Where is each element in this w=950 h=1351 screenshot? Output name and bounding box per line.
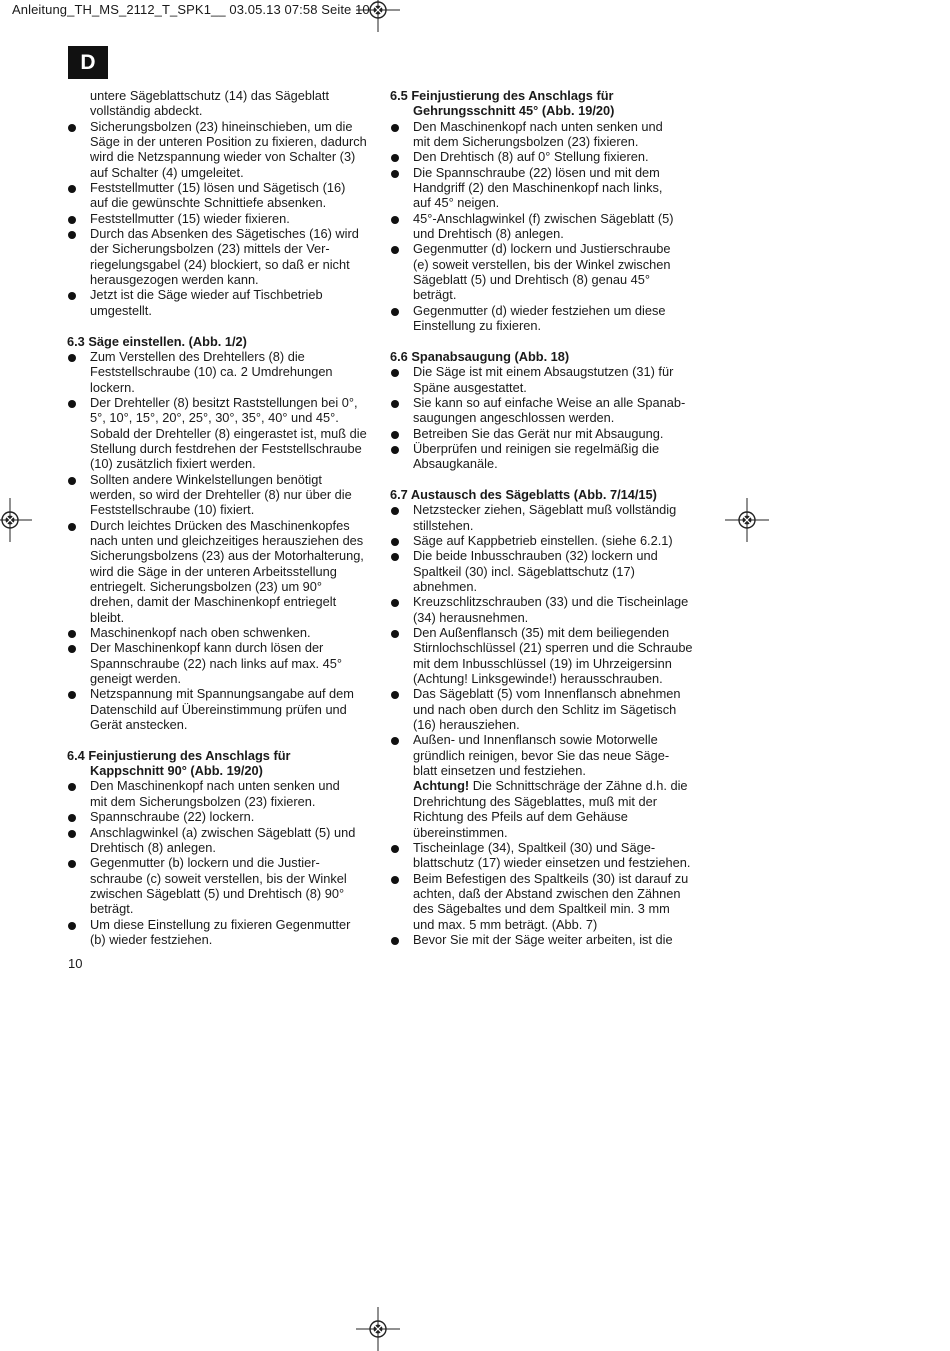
bullet-list: [390, 119, 710, 334]
bullet-dot-icon: [391, 154, 399, 162]
list-item: [67, 625, 382, 640]
bullet-dot-icon: [68, 691, 76, 699]
bullet-dot-icon: [68, 216, 76, 224]
list-item: [67, 472, 382, 518]
text-line: Gegenmutter (d) lockern und Justierschraube: [413, 241, 671, 257]
list-item: [390, 548, 710, 594]
text-line: bleibt.: [90, 609, 125, 625]
bullet-dot-icon: [391, 538, 399, 546]
heading-line: 6.5 Feinjustierung des Anschlags für: [390, 88, 614, 103]
text-line: blatt einsetzen und festziehen.: [413, 763, 586, 779]
list-item: [390, 441, 710, 472]
bullet-list: [390, 364, 710, 471]
text-line: Kreuzschlitzschrauben (33) und die Tischeinlage: [413, 594, 689, 610]
bullet-dot-icon: [391, 308, 399, 316]
list-item: [67, 180, 382, 211]
bullet-dot-icon: [68, 477, 76, 485]
section-heading: [67, 748, 382, 779]
text-line: riegelungsgabel (24) blockiert, so daß er nicht: [90, 256, 350, 272]
text-line: Der Maschinenkopf kann durch lösen der: [90, 640, 324, 656]
list-item: [390, 502, 710, 533]
bullet-dot-icon: [391, 216, 399, 224]
bullet-dot-icon: [391, 124, 399, 132]
right-column: [390, 88, 710, 947]
registration-mark-icon: [0, 498, 32, 542]
text-line: Maschinenkopf nach oben schwenken.: [90, 625, 311, 641]
text-line: auf 45° neigen.: [413, 195, 500, 211]
bullet-dot-icon: [68, 354, 76, 362]
bullet-dot-icon: [391, 630, 399, 638]
registration-mark-icon: [356, 0, 400, 32]
text-line: Richtung des Pfeils auf dem Gehäuse: [413, 809, 628, 825]
bullet-dot-icon: [391, 553, 399, 561]
bullet-list: [67, 778, 382, 947]
text-line: Gerät anstecken.: [90, 717, 188, 733]
text-line: entriegelt. Sicherungsbolzen (23) um 90°: [90, 579, 323, 594]
warning-text: Die Schnittschräge der Zähne d.h. die: [469, 778, 688, 794]
text-line: abnehmen.: [413, 579, 478, 594]
text-line: untere Sägeblattschutz (14) das Sägeblatt: [90, 88, 330, 103]
registration-mark-icon: [356, 1307, 400, 1351]
registration-mark-icon: [725, 498, 769, 542]
section-heading: [67, 334, 382, 349]
text-line: 45°-Anschlagwinkel (f) zwischen Sägeblatt (5): [413, 210, 674, 226]
text-line: Den Maschinenkopf nach unten senken und: [90, 778, 340, 794]
bullet-list: [67, 119, 382, 318]
text-line: wird die Säge in der unteren Arbeitsstellung: [90, 563, 337, 579]
section-heading: [390, 487, 710, 502]
text-line: Gegenmutter (d) wieder festziehen um diese: [413, 302, 666, 318]
text-line: Um diese Einstellung zu fixieren Gegenmutter: [90, 916, 351, 932]
bullet-dot-icon: [68, 783, 76, 791]
text-line: auf die gewünschte Schnittiefe absenken.: [90, 195, 327, 211]
heading-line: 6.7 Austausch des Sägeblatts (Abb. 7/14/15): [390, 486, 657, 502]
bullet-dot-icon: [68, 860, 76, 868]
warning-label: Achtung!: [413, 778, 470, 794]
text-line: Spannschraube (22) lockern.: [90, 809, 255, 825]
text-line: achten, daß der Abstand zwischen den Zähnen: [413, 885, 681, 901]
list-item: [67, 640, 382, 686]
bullet-dot-icon: [68, 292, 76, 300]
text-line: Säge in der unteren Position zu fixieren, dadurch: [90, 134, 367, 150]
text-line: Sägeblatt (5) und Drehtisch (8) genau 45°: [413, 272, 651, 288]
bullet-dot-icon: [391, 507, 399, 515]
page-number: 10: [68, 956, 83, 971]
list-item: [67, 226, 382, 287]
text-line: der Sicherungsbolzen (23) mittels der Ver-: [90, 241, 330, 257]
continuation-text: [90, 88, 382, 119]
text-line: Sobald der Drehteller (8) eingerastet ist, muß die: [90, 425, 367, 441]
text-line: Gegenmutter (b) lockern und die Justier-: [90, 855, 320, 871]
text-line: Sicherungsbolzen (23) hineinschieben, um die: [90, 118, 353, 134]
heading-line: 6.6 Spanabsaugung (Abb. 18): [390, 348, 570, 364]
list-item: [390, 149, 710, 164]
text-line: Säge auf Kappbetrieb einstellen. (siehe 6.2.1): [413, 532, 673, 548]
bullet-list: [390, 840, 710, 947]
text-line: Stirnlochschlüssel (21) sperren und die Schraube: [413, 640, 693, 656]
list-item: [390, 533, 710, 548]
left-column: [67, 88, 382, 947]
text-line: Drehrichtung des Sägeblattes, muß mit der: [413, 793, 657, 809]
heading-line: 6.4 Feinjustierung des Anschlags für: [67, 747, 291, 763]
text-line: gründlich reinigen, bevor Sie das neue Säge-: [413, 747, 670, 763]
text-line: Späne ausgestattet.: [413, 379, 527, 395]
list-item: [390, 119, 710, 150]
text-line: und nach oben durch den Schlitz im Sägetisch: [413, 701, 677, 717]
text-line: Jetzt ist die Säge wieder auf Tischbetrieb: [90, 287, 323, 303]
list-item: [390, 211, 710, 242]
bullet-dot-icon: [391, 446, 399, 454]
list-item: [390, 732, 710, 778]
text-line: Der Drehteller (8) besitzt Raststellungen bei 0°,: [90, 394, 358, 410]
text-line: Feststellschraube (10) fixiert.: [90, 502, 255, 518]
text-line: mit dem Sicherungsbolzen (23) fixieren.: [90, 793, 316, 809]
text-line: übereinstimmen.: [413, 824, 508, 840]
text-line: schraube (c) soweit verstellen, bis der Winkel: [90, 870, 347, 886]
print-slug: Anleitung_TH_MS_2112_T_SPK1__ 03.05.13 07:58 Seite 10: [12, 2, 370, 17]
heading-line: Gehrungsschnitt 45° (Abb. 19/20): [413, 103, 615, 119]
bullet-dot-icon: [68, 630, 76, 638]
list-item: [390, 165, 710, 211]
list-item: [390, 594, 710, 625]
list-item: [390, 686, 710, 732]
text-line: Stellung durch festdrehen der Feststellschraube: [90, 440, 362, 456]
bullet-dot-icon: [391, 599, 399, 607]
text-line: Bevor Sie mit der Säge weiter arbeiten, ist die: [413, 931, 673, 947]
language-badge: D: [68, 46, 108, 79]
text-line: Überprüfen und reinigen sie regelmäßig die: [413, 440, 660, 456]
list-item: [67, 809, 382, 824]
text-line: Sollten andere Winkelstellungen benötigt: [90, 471, 322, 487]
bullet-dot-icon: [391, 937, 399, 945]
text-line: (16) herausziehen.: [413, 717, 520, 733]
bullet-dot-icon: [68, 231, 76, 239]
bullet-dot-icon: [391, 691, 399, 699]
bullet-dot-icon: [68, 922, 76, 930]
text-line: Den Maschinenkopf nach unten senken und: [413, 118, 663, 134]
text-line: zwischen Sägeblatt (5) und Drehtisch (8) 90°: [90, 885, 345, 901]
text-line: Betreiben Sie das Gerät nur mit Absaugung.: [413, 425, 664, 441]
text-line: Außen- und Innenflansch sowie Motorwelle: [413, 732, 658, 748]
text-line: Netzstecker ziehen, Sägeblatt muß vollständig: [413, 502, 677, 518]
text-line: Das Sägeblatt (5) vom Innenflansch abnehmen: [413, 686, 681, 702]
text-line: Einstellung zu fixieren.: [413, 318, 542, 334]
list-item: [390, 241, 710, 302]
heading-line: Kappschnitt 90° (Abb. 19/20): [90, 763, 263, 779]
text-line: Tischeinlage (34), Spaltkeil (30) und Säge-: [413, 839, 656, 855]
text-line: Absaugkanäle.: [413, 456, 498, 472]
text-line: Die beide Inbusschrauben (32) lockern und: [413, 548, 658, 564]
text-line: Sie kann so auf einfache Weise an alle Spanab-: [413, 394, 686, 410]
text-line: Drehtisch (8) anlegen.: [90, 839, 216, 855]
bullet-dot-icon: [391, 431, 399, 439]
list-item: [390, 840, 710, 871]
bullet-dot-icon: [68, 645, 76, 653]
text-line: (10) zusätzlich fixiert werden.: [90, 456, 256, 472]
text-line: vollständig abdeckt.: [90, 103, 203, 119]
list-item: [67, 349, 382, 395]
text-line: (Achtung! Linksgewinde!) herausschrauben.: [413, 671, 663, 687]
text-line: Die Säge ist mit einem Absaugstutzen (31) für: [413, 364, 674, 380]
text-line: Durch das Absenken des Sägetisches (16) wird: [90, 226, 359, 242]
bullet-dot-icon: [391, 737, 399, 745]
list-item: [67, 855, 382, 916]
text-line: Sicherungsbolzens (23) aus der Motorhalterung,: [90, 548, 364, 564]
bullet-dot-icon: [68, 523, 76, 531]
text-line: umgestellt.: [90, 302, 152, 318]
text-line: und max. 5 mm beträgt. (Abb. 7): [413, 916, 598, 932]
text-line: Netzspannung mit Spannungsangabe auf dem: [90, 686, 354, 702]
bullet-dot-icon: [391, 170, 399, 178]
list-item: [390, 625, 710, 686]
text-line: Durch leichtes Drücken des Maschinenkopfes: [90, 517, 350, 533]
text-line: wird die Netzspannung wieder von Schalter (3): [90, 149, 356, 165]
bullet-list: [390, 502, 710, 778]
text-line: Feststellmutter (15) lösen und Sägetisch (16): [90, 180, 346, 196]
text-line: Feststellmutter (15) wieder fixieren.: [90, 210, 290, 226]
text-line: mit dem Inbusschlüssel (19) im Uhrzeigersinn: [413, 655, 672, 671]
warning-note: [413, 778, 710, 839]
text-line: herausgezogen werden kann.: [90, 272, 259, 288]
list-item: [67, 686, 382, 732]
text-line: Handgriff (2) den Maschinenkopf nach links,: [413, 180, 663, 196]
text-line: des Sägebaltes und dem Spaltkeil min. 3 mm: [413, 901, 670, 917]
list-item: [67, 119, 382, 180]
list-item: [67, 211, 382, 226]
text-line: und Drehtisch (8) anlegen.: [413, 226, 564, 242]
text-line: Die Spannschraube (22) lösen und mit dem: [413, 164, 660, 180]
bullet-dot-icon: [391, 400, 399, 408]
text-line: 5°, 10°, 15°, 20°, 25°, 30°, 35°, 40° und 45°.: [90, 410, 339, 426]
text-line: (e) soweit verstellen, bis der Winkel zwischen: [413, 256, 671, 272]
list-item: [390, 871, 710, 932]
bullet-list: [67, 349, 382, 733]
list-item: [67, 825, 382, 856]
text-line: auf Schalter (4) umgeleitet.: [90, 164, 244, 180]
text-line: Spaltkeil (30) incl. Sägeblattschutz (17): [413, 563, 635, 579]
text-line: (34) herausnehmen.: [413, 609, 529, 625]
text-line: Feststellschraube (10) ca. 2 Umdrehungen: [90, 364, 333, 380]
text-line: Den Drehtisch (8) auf 0° Stellung fixieren.: [413, 149, 649, 165]
bullet-dot-icon: [391, 246, 399, 254]
text-line: Anschlagwinkel (a) zwischen Sägeblatt (5) und: [90, 824, 356, 840]
bullet-dot-icon: [68, 185, 76, 193]
bullet-dot-icon: [68, 124, 76, 132]
text-line: saugungen angeschlossen werden.: [413, 410, 615, 426]
list-item: [67, 395, 382, 472]
list-item: [390, 364, 710, 395]
text-line: Den Außenflansch (35) mit dem beiliegenden: [413, 625, 670, 641]
text-line: stillstehen.: [413, 517, 474, 533]
bullet-dot-icon: [68, 814, 76, 822]
text-line: werden, so wird der Drehteller (8) nur über die: [90, 486, 352, 502]
bullet-dot-icon: [68, 400, 76, 408]
section-heading: [390, 88, 710, 119]
list-item: [390, 932, 710, 947]
text-line: (b) wieder festziehen.: [90, 931, 213, 947]
text-line: beträgt.: [90, 901, 134, 917]
text-line: Zum Verstellen des Drehtellers (8) die: [90, 348, 305, 364]
bullet-dot-icon: [68, 830, 76, 838]
list-item: [67, 917, 382, 948]
text-line: geneigt werden.: [90, 671, 182, 687]
text-line: nach unten und gleichzeitiges herausziehen des: [90, 532, 364, 548]
text-line: beträgt.: [413, 287, 457, 303]
text-line: mit dem Sicherungsbolzen (23) fixieren.: [413, 134, 639, 150]
bullet-dot-icon: [391, 369, 399, 377]
list-item: [67, 518, 382, 625]
text-line: lockern.: [90, 379, 135, 395]
list-item: [67, 287, 382, 318]
text-line: blattschutz (17) wieder einsetzen und festziehen.: [413, 855, 691, 871]
warning-first-line: [413, 778, 710, 793]
heading-line: 6.3 Säge einstellen. (Abb. 1/2): [67, 333, 247, 349]
list-item: [390, 395, 710, 426]
list-item: [67, 778, 382, 809]
list-item: [390, 303, 710, 334]
bullet-dot-icon: [391, 845, 399, 853]
text-line: drehen, damit der Maschinenkopf entriegelt: [90, 594, 337, 610]
list-item: [390, 426, 710, 441]
text-line: Spannschraube (22) nach links auf max. 45°: [90, 655, 342, 671]
text-line: Beim Befestigen des Spaltkeils (30) ist darauf zu: [413, 870, 689, 886]
bullet-dot-icon: [391, 876, 399, 884]
section-heading: [390, 349, 710, 364]
text-line: Datenschild auf Übereinstimmung prüfen und: [90, 701, 347, 717]
